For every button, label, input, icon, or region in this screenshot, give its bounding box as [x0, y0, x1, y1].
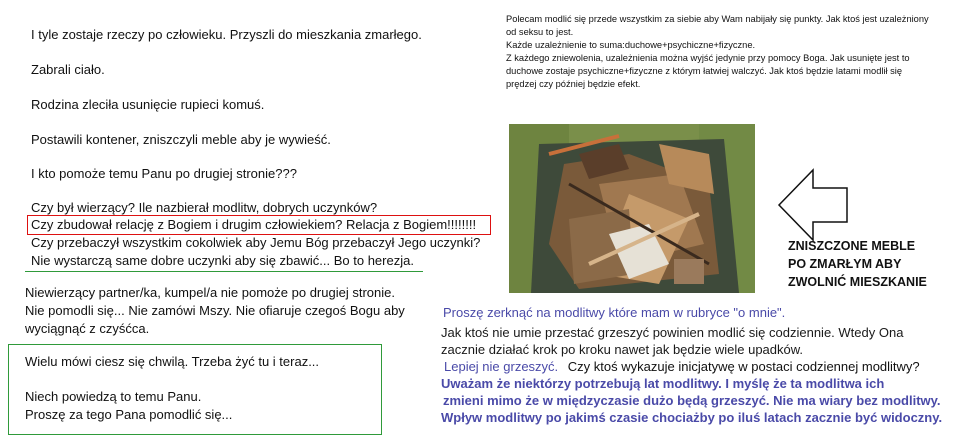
top-right-line-2: od seksu to jest.	[506, 27, 574, 37]
left-line-10: Niewierzący partner/ka, kumpel/a nie pomoże po drugiej stronie.	[25, 285, 395, 300]
bottom-right-line-4	[444, 359, 920, 375]
green-underline	[25, 271, 423, 272]
dumpster-photo	[509, 124, 755, 293]
bottom-right-line-1: Proszę zerknąć na modlitwy które mam w rubryce "o mnie".	[443, 305, 786, 320]
bottom-right-line-5: Uważam że niektórzy potrzebują lat modlitwy. I myślę że ta modlitwa ich	[441, 376, 885, 391]
left-line-14: Niech powiedzą to temu Panu.	[25, 389, 202, 404]
bottom-right-line-6: zmieni mimo że w międzyczasie dużo będą grzeszyć. Nie ma wiary bez modlitwy.	[443, 393, 941, 408]
caption-line-1: ZNISZCZONE MEBLE	[788, 239, 916, 253]
caption-line-3: ZWOLNIĆ MIESZKANIE	[788, 275, 927, 289]
caption-line-2: PO ZMARŁYM ABY	[788, 257, 902, 271]
left-line-11: Nie pomodli się... Nie zamówi Mszy. Nie ofiaruje czegoś Bogu aby	[25, 303, 405, 318]
left-arrow-icon	[777, 168, 849, 242]
left-line-3: Rodzina zleciła usunięcie rupieci komuś.	[31, 97, 265, 112]
left-line-15: Proszę za tego Pana pomodlić się...	[25, 407, 233, 422]
left-line-1: I tyle zostaje rzeczy po człowieku. Przyszli do mieszkania zmarłego.	[31, 27, 422, 42]
left-line-5: I kto pomoże temu Panu po drugiej stronie???	[31, 166, 297, 181]
left-line-4: Postawili kontener, zniszczyli meble aby je wywieść.	[31, 132, 331, 147]
bottom-right-line-7: Wpływ modlitwy po jakimś czasie chociażby po iluś latach zacznie być widoczny.	[441, 410, 943, 425]
left-line-8: Czy przebaczył wszystkim cokolwiek aby Jemu Bóg przebaczył Jego uczynki?	[31, 235, 481, 250]
top-right-line-4: Z każdego zniewolenia, uzależnienia można wyjść jedynie przy pomocy Boga. Jak usunięte jest to	[506, 53, 910, 63]
left-line-9: Nie wystarczą same dobre uczynki aby się zbawić... Bo to herezja.	[31, 253, 414, 268]
top-right-line-3: Każde uzależnienie to suma:duchowe+psychiczne+fizyczne.	[506, 40, 756, 50]
better-not-sin-text: Lepiej nie grzeszyć.	[444, 359, 559, 374]
left-line-6: Czy był wierzący? Ile nazbierał modlitw, dobrych uczynków?	[31, 200, 378, 215]
left-line-2: Zabrali ciało.	[31, 62, 105, 77]
left-line-12: wyciągnąć z czyśćca.	[25, 321, 150, 336]
initiative-question: Czy ktoś wykazuje inicjatywę w postaci codziennej modlitwy?	[567, 359, 920, 374]
bottom-right-line-2: Jak ktoś nie umie przestać grzeszyć powinien modlić się codziennie. Wtedy Ona	[441, 325, 904, 340]
bottom-right-line-3: zacznie działać krok po kroku nawet jak będzie wiele upadków.	[441, 342, 804, 357]
top-right-line-1: Polecam modlić się przede wszystkim za siebie aby Wam nabijały się punkty. Jak ktoś jest uzależniony	[506, 14, 929, 24]
left-line-13: Wielu mówi ciesz się chwilą. Trzeba żyć tu i teraz...	[25, 354, 320, 369]
top-right-line-6: prędzej czy później będzie efekt.	[506, 79, 641, 89]
left-line-7: Czy zbudował relację z Bogiem i drugim człowiekiem? Relacja z Bogiem!!!!!!!!	[31, 217, 477, 232]
top-right-line-5: duchowe zostaje psychiczne+fizyczne z którym łatwiej walczyć. Jak ktoś będzie latami modlił się	[506, 66, 903, 76]
